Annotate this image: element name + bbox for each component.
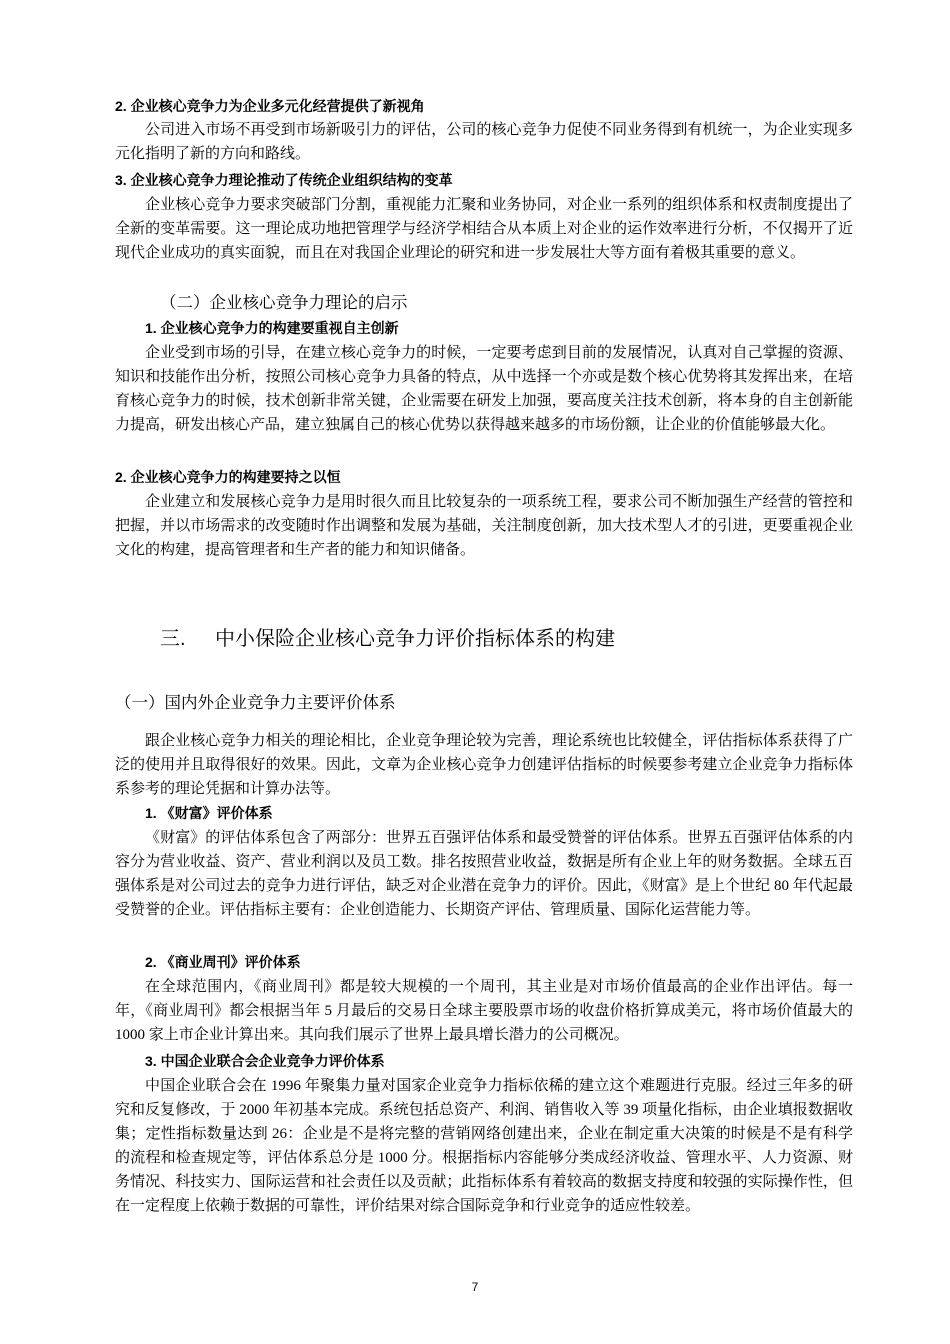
subheading-org-structure: 3. 企业核心竞争力理论推动了传统企业组织结构的变革 — [115, 172, 453, 188]
paragraph-evaluation-intro: 跟企业核心竞争力相关的理论相比，企业竞争理论较为完善，理论系统也比较健全，评估指标体系获得了广泛的使用并且取得很好的效果。因此，文章为企业核心竞争力创建评估指标的时候要参考建立企业竞争力指标体系参考的理论凭据和计算办法等。 — [115, 733, 853, 797]
paragraph-cec: 中国企业联合会在 1996 年聚集力量对国家企业竞争力指标依稀的建立这个难题进行克服。经过三年多的研究和反复修改，于 2000 年初基本完成。系统包括总资产、利润、销售收入等 39 项量化指标，由企业填报数据收集；定性指标数量达到 26：企业是不是将完整的营销网络创建出来，企业在制定重大决策的时候是不是有科学的流程和检查规定等，评估体系总分是 1000 分。根据指标内容能够分类成经济收益、管理水平、人力资源、财务情况、科技实力、国际运营和社会责任以及贡献；此指标体系有着较高的数据支持度和较强的实际操作性，但在一定程度上依赖于数据的可靠性，评价结果对综合国际竞争和行业竞争的适应性较差。 — [115, 1078, 853, 1214]
paragraph-diversification: 公司进入市场不再受到市场新吸引力的评估，公司的核心竞争力促使不同业务得到有机统一，为企业实现多元化指明了新的方向和路线。 — [115, 122, 853, 162]
paragraph-innovation: 企业受到市场的引导，在建立核心竞争力的时候，一定要考虑到目前的发展情况，认真对自己掌握的资源、知识和技能作出分析，按照公司核心竞争力具备的特点，从中选择一个亦或是数个核心优势将其发挥出来，在培育核心竞争力的时候，技术创新非常关键，企业需要在研发上加强，要高度关注技术创新，将本身的自主创新能力提高，研发出核心产品，建立独属自己的核心优势以获得越来越多的市场份额，让企业的价值能够最大化。 — [115, 345, 853, 433]
subheading-cec: 3. 中国企业联合会企业竞争力评价体系 — [145, 1053, 385, 1069]
page-number: 7 — [471, 1280, 479, 1294]
paragraph-businessweek: 在全球范围内，《商业周刊》都是较大规模的一个周刊，其主业是对市场价值最高的企业作出评估。每一年，《商业周刊》都会根据当年 5 月最后的交易日全球主要股票市场的收盘价格折算成美元，将市场价值最大的 1000 家上市企业计算出来。其向我们展示了世界上最具增长潜力的公司概况。 — [115, 979, 853, 1043]
subheading-innovation: 1. 企业核心竞争力的构建要重视自主创新 — [145, 320, 399, 336]
section-heading-insights: （二）企业核心竞争力理论的启示 — [160, 294, 408, 312]
paragraph-org-structure: 企业核心竞争力要求突破部门分割，重视能力汇聚和业务协同，对企业一系列的组织体系和权责制度提出了全新的变革需要。这一理论成功地把管理学与经济学相结合从本质上对企业的运作效率进行分析，不仅揭开了近现代企业成功的真实面貌，而且在对我国企业理论的研究和进一步发展壮大等方面有着极其重要的意义。 — [115, 197, 853, 261]
subheading-businessweek: 2. 《商业周刊》评价体系 — [145, 954, 301, 970]
chapter-heading — [115, 624, 898, 654]
chapter-title: 中小保险企业核心竞争力评价指标体系的构建 — [215, 628, 615, 650]
paragraph-perseverance: 企业建立和发展核心竞争力是用时很久而且比较复杂的一项系统工程，要求公司不断加强生产经营的管控和把握，并以市场需求的改变随时作出调整和发展为基础，关注制度创新，加大技术型人才的引进，更要重视企业文化的构建，提高管理者和生产者的能力和知识储备。 — [115, 494, 853, 558]
chapter-number: 三. — [160, 628, 186, 650]
subheading-fortune: 1. 《财富》评价体系 — [145, 805, 273, 821]
section-heading-evaluation-systems: （一）国内外企业竞争力主要评价体系 — [115, 694, 396, 712]
subheading-diversification: 2. 企业核心竞争力为企业多元化经营提供了新视角 — [115, 98, 425, 114]
subheading-perseverance: 2. 企业核心竞争力的构建要持之以恒 — [115, 469, 341, 485]
paragraph-fortune: 《财富》的评估体系包含了两部分：世界五百强评估体系和最受赞誉的评估体系。世界五百强评估体系的内容分为营业收益、资产、营业利润以及员工数。排名按照营业收益，数据是所有企业上年的财务数据。全球五百强体系是对公司过去的竞争力进行评估，缺乏对企业潜在竞争力的评价。因此，《财富》是上个世纪 80 年代起最受赞誉的企业。评估指标主要有：企业创造能力、长期资产评估、管理质量、国际化运营能力等。 — [115, 830, 853, 918]
